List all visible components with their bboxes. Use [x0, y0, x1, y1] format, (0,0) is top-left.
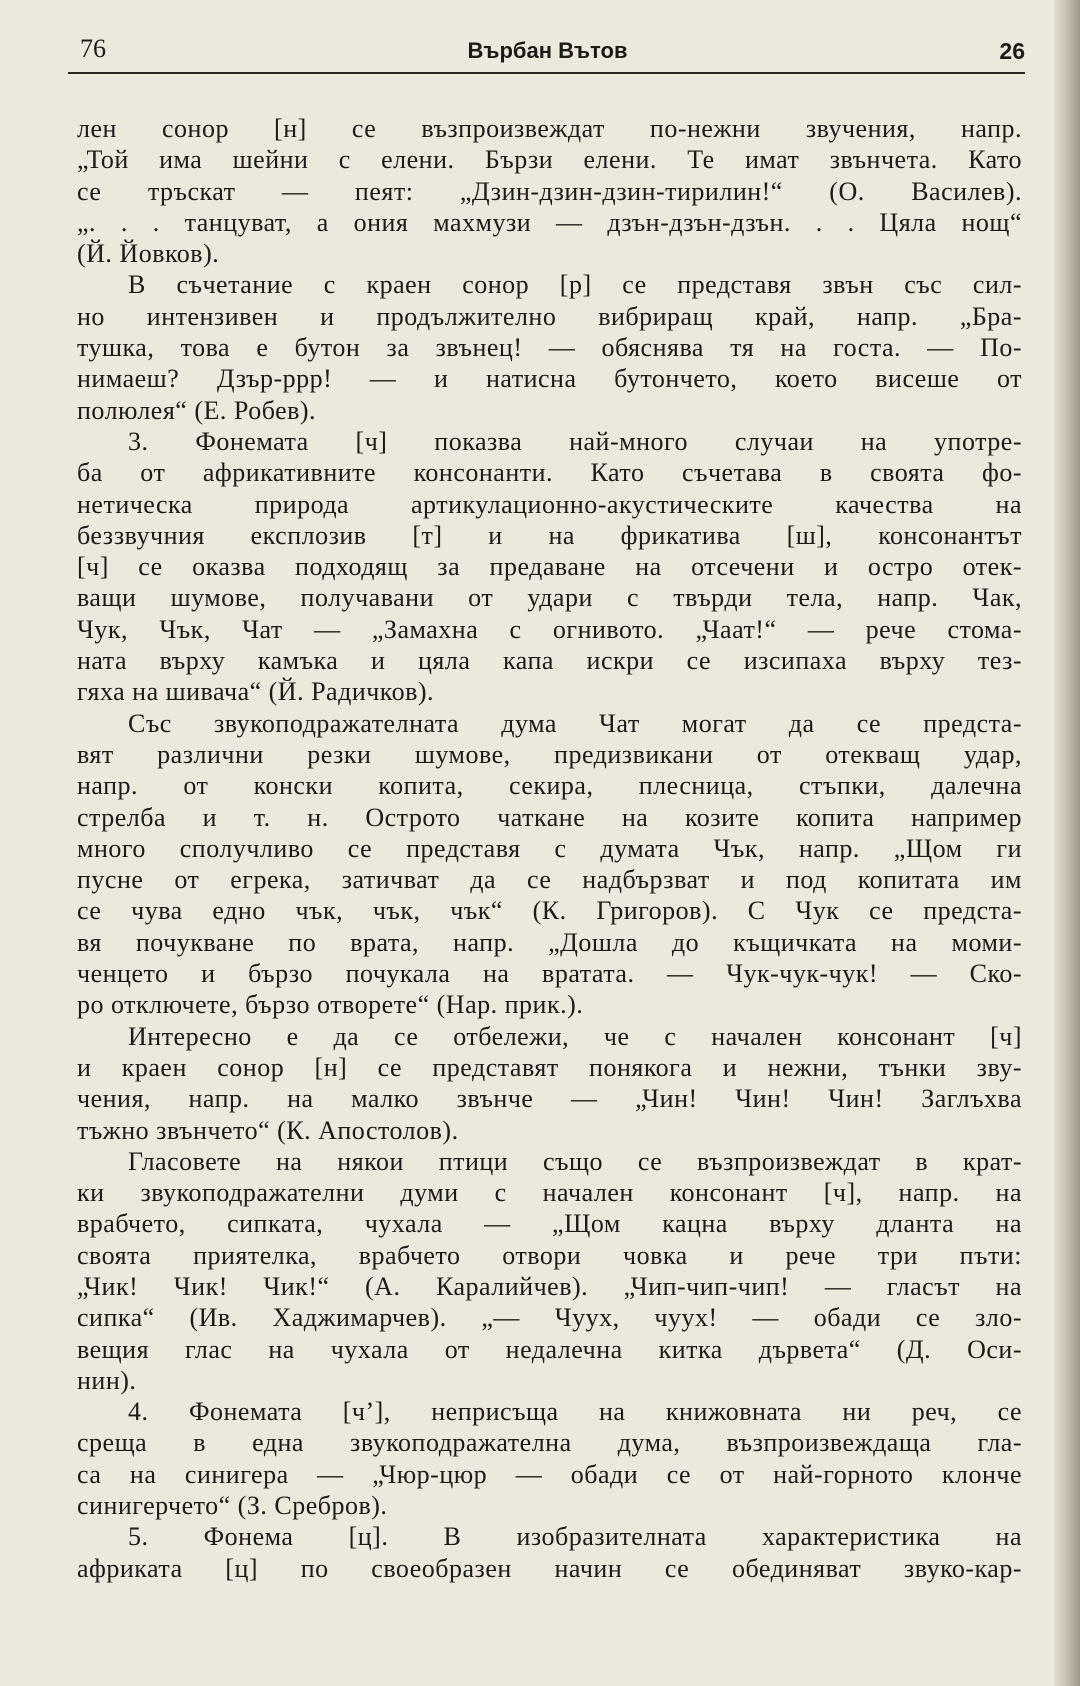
text-line: лен сонор [н] се възпроизвеждат по-нежни звучения, напр.: [77, 114, 1022, 143]
text-line: полюлея“ (Е. Робев).: [77, 395, 317, 425]
text-line: но интензивен и продължително вибриращ край, напр. „Бра-: [77, 301, 1022, 331]
text-line: ченцето и бързо почукала на вратата. — Чук-чук-чук! — Ско-: [77, 959, 1022, 989]
text-line: се тръскат — пеят: „Дзин-дзин-дзин-тирилин!“ (О. Василев).: [77, 176, 1022, 206]
text-line: 5. Фонема [ц]. В изобразителната характеристика на: [128, 1522, 1022, 1552]
text-line: са на синигера — „Чюр-цюр — обади се от най-горното клонче: [77, 1459, 1022, 1489]
page-number-left: 76: [80, 34, 106, 63]
text-line: „Чик! Чик! Чик!“ (А. Каралийчев). „Чип-чип-чип! — гласът на: [77, 1271, 1022, 1301]
text-line: врабчето, сипката, чухала — „Щом кацна върху дланта на: [77, 1209, 1022, 1239]
text-line: Чук, Чък, Чат — „Замахна с огнивото. „Чаат!“ — рече стома-: [77, 614, 1022, 644]
text-line: се чува едно чък, чък, чък“ (К. Григоров). С Чук се предста-: [77, 896, 1022, 926]
text-line: стрелба и т. н. Острото чаткане на козите копита например: [77, 802, 1022, 832]
text-line: Със звукоподражателната дума Чат могат да се предста-: [128, 708, 1022, 738]
text-line: африката [ц] по своеобразен начин се обединяват звуко-кар-: [77, 1553, 1022, 1583]
text-line: вя почукване по врата, напр. „Дошла до къщичката на моми-: [77, 927, 1022, 957]
header-rule: [68, 72, 1025, 74]
page-number-right: 26: [999, 38, 1025, 64]
text-line: сипка“ (Ив. Хаджимарчев). „— Чуух, чуух! — обади се зло-: [77, 1303, 1022, 1333]
text-line: вещия глас на чухала от недалечна китка дървета“ (Д. Оси-: [77, 1334, 1022, 1364]
text-line: вят различни резки шумове, предизвикани от отекващ удар,: [77, 739, 1022, 769]
text-line: (Й. Йовков).: [77, 239, 220, 269]
text-line: синигерчето“ (З. Сребров).: [77, 1491, 388, 1521]
text-line: Гласовете на някои птици също се възпроизвеждат в крат-: [128, 1146, 1022, 1176]
text-line: среща в една звукоподражателна дума, възпроизвеждаща гла-: [77, 1428, 1022, 1458]
text-line: В съчетание с краен сонор [р] се представя звън със сил-: [128, 270, 1022, 300]
text-line: „Той има шейни с елени. Бързи елени. Те имат звънчета. Като: [77, 145, 1022, 175]
text-line: [ч] се оказва подходящ за предаване на отсечени и остро отек-: [77, 552, 1022, 582]
text-line: ната върху камъка и цяла капа искри се изсипаха върху тез-: [77, 646, 1022, 676]
text-line: ба от африкативните консонанти. Като съчетава в своята фо-: [77, 458, 1022, 488]
text-line: ки звукоподражателни думи с начален консонант [ч], напр. на: [77, 1178, 1022, 1208]
text-line: чения, напр. на малко звънче — „Чин! Чин! Чин! Заглъхва: [77, 1084, 1022, 1114]
text-line: пусне от егрека, затичват да се надбързват и под копитата им: [77, 865, 1022, 895]
text-line: „. . . танцуват, а ония махмузи — дзън-дзън-дзън. . . Цяла нощ“: [77, 207, 1022, 237]
text-line: и краен сонор [н] се представят понякога и нежни, тънки зву-: [77, 1052, 1022, 1082]
body-text: [77, 113, 1022, 1584]
page-header: [70, 34, 1025, 74]
text-line: 4. Фонемата [ч’], неприсъща на книжовната ни реч, се: [128, 1397, 1022, 1427]
text-line: 3. Фонемата [ч] показва най-много случаи на употре-: [128, 426, 1022, 456]
text-line: беззвучния експлозив [т] и на фрикатива [ш], консонантът: [77, 520, 1022, 550]
text-line: напр. от конски копита, секира, плесница, стъпки, далечна: [77, 771, 1022, 801]
page-binding-edge: [1054, 0, 1080, 1686]
text-line: нин).: [77, 1365, 137, 1395]
text-line: нимаеш? Дзър-ррр! — и натисна бутончето, което висеше от: [77, 364, 1022, 394]
text-line: много сполучливо се представя с думата Чък, напр. „Щом ги: [77, 833, 1022, 863]
text-line: гяха на шивача“ (Й. Радичков).: [77, 677, 435, 707]
running-title: Върбан Вътов: [467, 38, 628, 63]
text-line: тъжно звънчето“ (К. Апостолов).: [77, 1115, 459, 1145]
text-line: своята приятелка, врабчето отвори човка и рече три пъти:: [77, 1240, 1022, 1270]
text-line: тушка, това е бутон за звънец! — обяснява тя на госта. — По-: [77, 333, 1022, 363]
text-line: Интересно е да се отбележи, че с начален консонант [ч]: [128, 1021, 1022, 1051]
text-line: ващи шумове, получавани от удари с твърди тела, напр. Чак,: [77, 583, 1022, 613]
text-line: ро отключете, бързо отворете“ (Нар. прик.).: [77, 990, 584, 1020]
text-line: нетическа природа артикулационно-акустическите качества на: [77, 489, 1022, 519]
